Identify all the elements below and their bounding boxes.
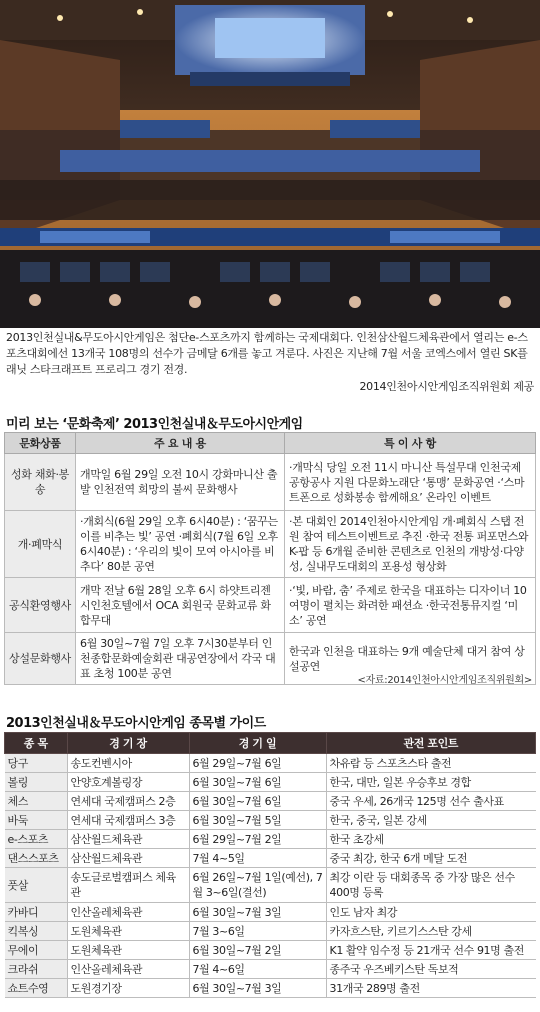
guide-venue: 도원체육관 bbox=[67, 941, 189, 960]
guide-row bbox=[5, 811, 536, 830]
guide-date: 6월 29일~7월 6일 bbox=[189, 754, 326, 773]
guide-sport: 볼링 bbox=[5, 773, 68, 792]
guide-row bbox=[5, 830, 536, 849]
guide-date: 7월 4~5일 bbox=[189, 849, 326, 868]
festival-note: ·개막식 당일 오전 11시 마니산 특설무대 인천국제공항공사 지원 다문화노래단 ‘통맹’ 문화공연 ·‘스마트폰으로 성화봉송 함께해요’ 온라인 이벤트 bbox=[285, 454, 536, 511]
guide-row bbox=[5, 868, 536, 903]
guide-section-title: 2013인천실내＆무도아시안게임 종목별 가이드 bbox=[6, 716, 266, 731]
guide-date: 6월 30일~7월 2일 bbox=[189, 941, 326, 960]
guide-date: 6월 30일~7월 6일 bbox=[189, 773, 326, 792]
guide-table-body bbox=[5, 754, 536, 998]
guide-venue: 연세대 국제캠퍼스 2층 bbox=[67, 792, 189, 811]
guide-venue: 도원경기장 bbox=[67, 979, 189, 998]
guide-point: 카자흐스탄, 키르기스스탄 강세 bbox=[326, 922, 536, 941]
festival-source: <자료:2014인천아시안게임조직위원회> bbox=[357, 675, 532, 686]
guide-point: 중국 최강, 한국 6개 메달 도전 bbox=[326, 849, 536, 868]
guide-row bbox=[5, 979, 536, 998]
festival-category: 공식환영행사 bbox=[5, 578, 76, 633]
festival-section-title: 미리 보는 ‘문화축제’ 2013인천실내＆무도아시안게임 bbox=[6, 417, 303, 432]
guide-sport: 킥복싱 bbox=[5, 922, 68, 941]
guide-date: 7월 4~6일 bbox=[189, 960, 326, 979]
guide-date: 6월 29일~7월 2일 bbox=[189, 830, 326, 849]
guide-venue: 삼산월드체육관 bbox=[67, 849, 189, 868]
festival-category: 상설문화행사 bbox=[5, 633, 76, 685]
festival-main: ·개회식(6월 29일 오후 6시40분) : ‘꿈꾸는 이를 비추는 빛’ 공연 ·폐회식(7월 6일 오후 6시40분) : ‘우리의 빛이 모여 아시아를 비추다’ 80분 공연 bbox=[76, 511, 285, 578]
guide-header-sport: 종 목 bbox=[5, 733, 68, 754]
guide-header-row bbox=[5, 733, 536, 754]
festival-header-row bbox=[5, 433, 536, 454]
esports-arena-photo bbox=[0, 0, 540, 328]
guide-venue: 송도글로벌캠퍼스 체육관 bbox=[67, 868, 189, 903]
festival-note: 한국과 인천을 대표하는 9개 예술단체 대거 참여 상설공연 bbox=[285, 633, 536, 685]
guide-sport: 풋살 bbox=[5, 868, 68, 903]
guide-sport: 무에이 bbox=[5, 941, 68, 960]
guide-point: 31개국 289명 출전 bbox=[326, 979, 536, 998]
guide-sport: 쇼트수영 bbox=[5, 979, 68, 998]
guide-date: 6월 30일~7월 5일 bbox=[189, 811, 326, 830]
festival-note: ·본 대회인 2014인천아시안게임 개·폐회식 스탭 전원 참여 테스트이벤트로 추진 ·한국 전통 퍼포먼스와 K-팝 등 6개월 준비한 콘텐츠로 인천의 개방성·다양성, 실내무도대회의 포용성 형상화 bbox=[285, 511, 536, 578]
guide-table bbox=[4, 732, 536, 998]
guide-row bbox=[5, 849, 536, 868]
guide-sport: 카바디 bbox=[5, 903, 68, 922]
guide-venue: 인산올레체육관 bbox=[67, 960, 189, 979]
guide-point: 한국, 대만, 일본 우승후보 경합 bbox=[326, 773, 536, 792]
guide-sport: e-스포츠 bbox=[5, 830, 68, 849]
guide-sport: 체스 bbox=[5, 792, 68, 811]
guide-point: 한국 초강세 bbox=[326, 830, 536, 849]
guide-point: 차유람 등 스포츠스타 출전 bbox=[326, 754, 536, 773]
festival-row bbox=[5, 454, 536, 511]
guide-venue: 인산올레체육관 bbox=[67, 903, 189, 922]
guide-point: 인도 남자 최강 bbox=[326, 903, 536, 922]
guide-row bbox=[5, 960, 536, 979]
guide-row bbox=[5, 922, 536, 941]
guide-row bbox=[5, 792, 536, 811]
festival-note: ·‘빛, 바람, 춤’ 주제로 한국을 대표하는 디자이너 10여명이 펼치는 화려한 패션쇼 ·한국전통뮤지컬 ‘미소’ 공연 bbox=[285, 578, 536, 633]
guide-venue: 삼산월드체육관 bbox=[67, 830, 189, 849]
guide-header-point: 관전 포인트 bbox=[326, 733, 536, 754]
guide-date: 6월 26일~7월 1일(예선), 7월 3~6일(결선) bbox=[189, 868, 326, 903]
festival-main: 개막 전날 6월 28일 오후 6시 하얏트리젠시인천호텔에서 OCA 회원국 문화교류 화합무대 bbox=[76, 578, 285, 633]
festival-main: 6월 30일~7월 7일 오후 7시30분부터 인천종합문화예술회관 대공연장에서 각국 대표 초청 100분 공연 bbox=[76, 633, 285, 685]
guide-row bbox=[5, 773, 536, 792]
guide-row bbox=[5, 941, 536, 960]
guide-header-venue: 경 기 장 bbox=[67, 733, 189, 754]
guide-venue: 연세대 국제캠퍼스 3층 bbox=[67, 811, 189, 830]
guide-point: 중국 우세, 26개국 125명 선수 출사표 bbox=[326, 792, 536, 811]
guide-row bbox=[5, 903, 536, 922]
guide-sport: 당구 bbox=[5, 754, 68, 773]
guide-date: 6월 30일~7월 3일 bbox=[189, 903, 326, 922]
guide-sport: 바둑 bbox=[5, 811, 68, 830]
guide-row bbox=[5, 754, 536, 773]
festival-category: 개·폐막식 bbox=[5, 511, 76, 578]
guide-venue: 도원체육관 bbox=[67, 922, 189, 941]
guide-header-date: 경 기 일 bbox=[189, 733, 326, 754]
guide-date: 6월 30일~7월 6일 bbox=[189, 792, 326, 811]
photo-credit: 2014인천아시안게임조직위원회 제공 bbox=[359, 380, 534, 393]
festival-header-category: 문화상품 bbox=[5, 433, 76, 454]
guide-sport: 댄스스포츠 bbox=[5, 849, 68, 868]
guide-point: 종주국 우즈베키스탄 독보적 bbox=[326, 960, 536, 979]
guide-point: 한국, 중국, 일본 강세 bbox=[326, 811, 536, 830]
festival-header-main: 주 요 내 용 bbox=[76, 433, 285, 454]
guide-date: 6월 30일~7월 3일 bbox=[189, 979, 326, 998]
festival-category: 성화 채화·봉송 bbox=[5, 454, 76, 511]
festival-table bbox=[4, 432, 536, 685]
photo-caption: 2013인천실내&무도아시안게임은 첨단e-스포츠까지 함께하는 국제대회다. 인천삼산월드체육관에서 열리는 e-스포츠대회에선 13개국 108명의 선수가 금메달 6개를 놓고 겨룬다. 사진은 지난해 7월 서울 코엑스에서 열린 SK플래닛 스타크래프트 프로리그 경기 전경. bbox=[6, 331, 528, 376]
festival-main: 개막일 6월 29일 오전 10시 강화마니산 출발 인천전역 희망의 불씨 문화행사 bbox=[76, 454, 285, 511]
guide-venue: 송도컨벤시아 bbox=[67, 754, 189, 773]
festival-row bbox=[5, 511, 536, 578]
guide-point: K1 활약 임수정 등 21개국 선수 91명 출전 bbox=[326, 941, 536, 960]
guide-venue: 안양호계볼링장 bbox=[67, 773, 189, 792]
arena-illustration bbox=[0, 0, 540, 328]
festival-header-note: 특 이 사 항 bbox=[285, 433, 536, 454]
guide-sport: 크라쉬 bbox=[5, 960, 68, 979]
guide-point: 최강 이란 등 대회종목 중 가장 많은 선수 400명 등록 bbox=[326, 868, 536, 903]
guide-date: 7월 3~6일 bbox=[189, 922, 326, 941]
festival-row bbox=[5, 578, 536, 633]
